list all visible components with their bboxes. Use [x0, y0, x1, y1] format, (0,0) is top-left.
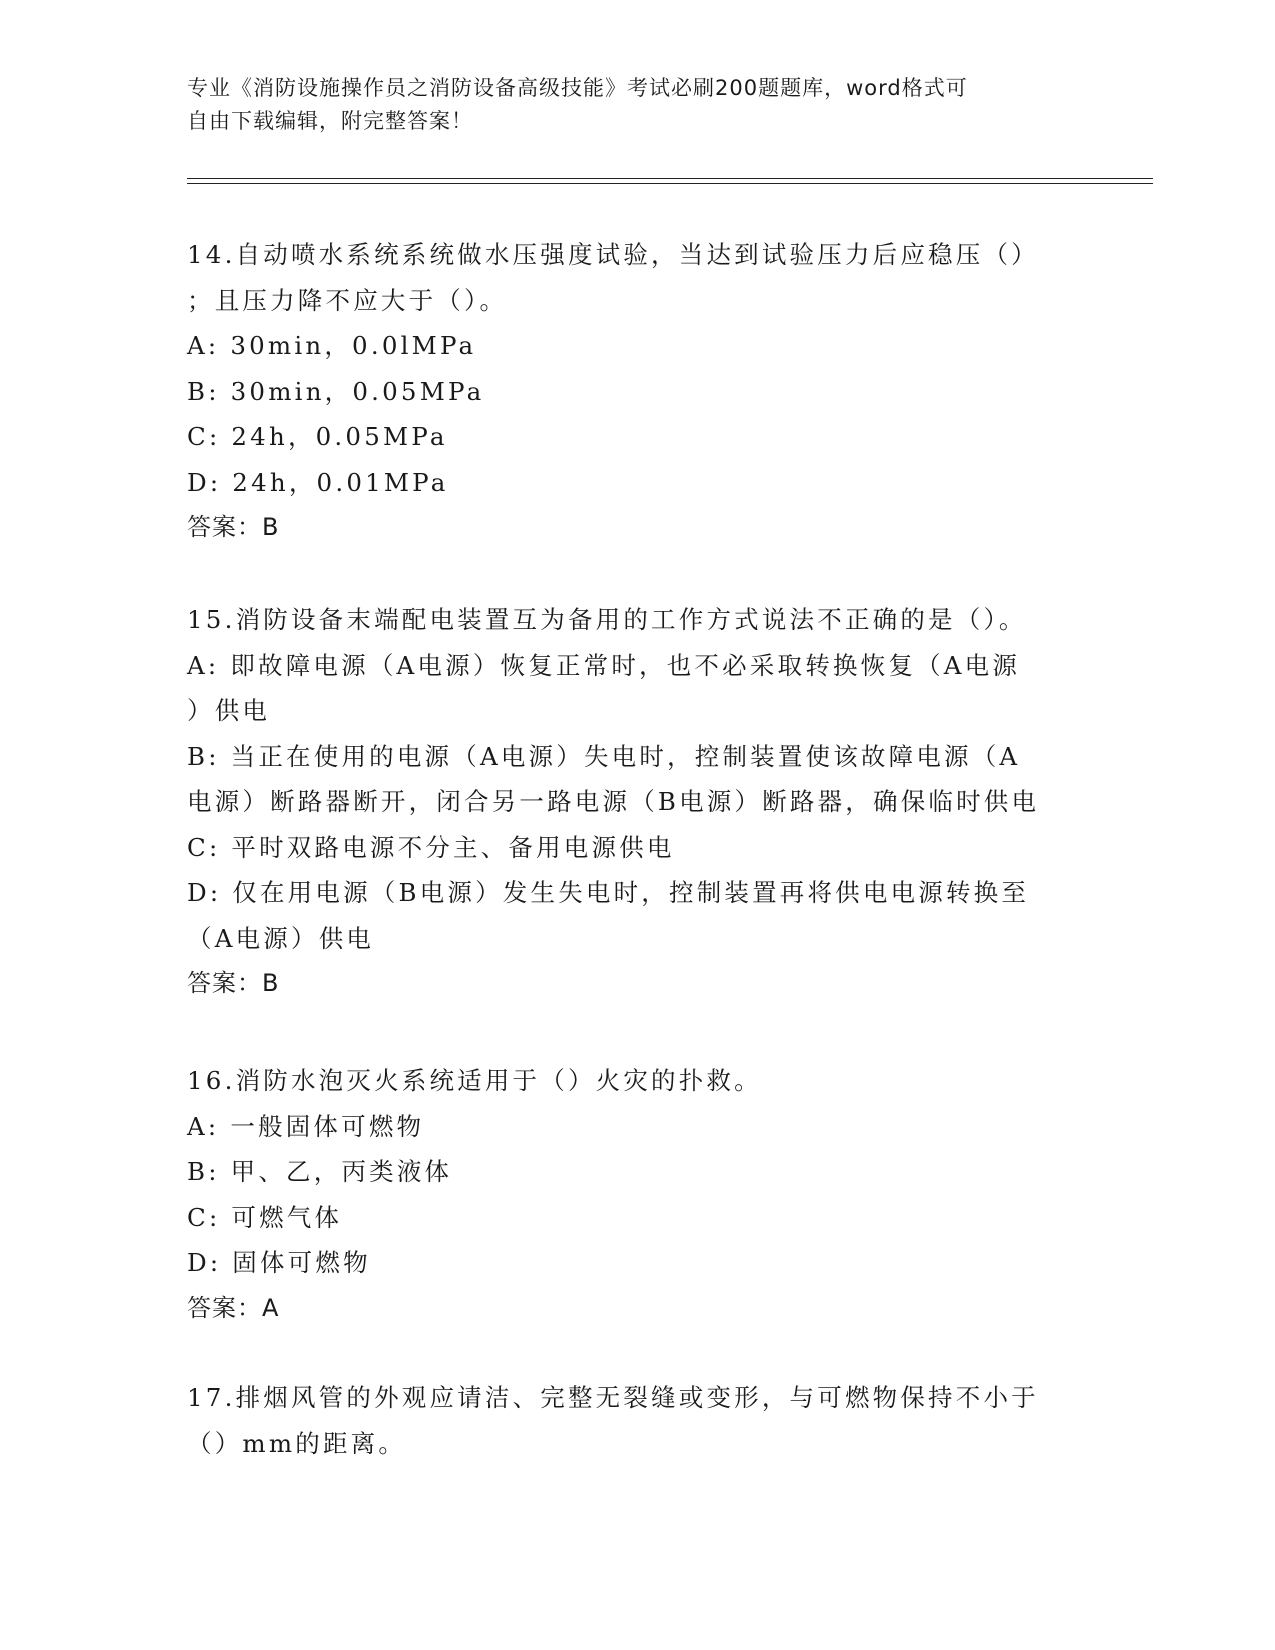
option-d: D: 24h，0.01MPa	[187, 467, 449, 497]
question-stem: 17.排烟风管的外观应请洁、完整无裂缝或变形，与可燃物保持不小于	[187, 1383, 1039, 1412]
question-stem: 14.自动喷水系统系统做水压强度试验，当达到试验压力后应稳压（）	[187, 240, 1039, 269]
question-stem: 16.消防水泡灭火系统适用于（）火灾的扑救。	[187, 1066, 762, 1095]
document-header	[187, 72, 1087, 138]
option-d: D: 仅在用电源（B电源）发生失电时，控制装置再将供电电源转换至	[187, 878, 1030, 907]
header-line-1: 专业《消防设施操作员之消防设备高级技能》考试必刷200题题库，word格式可	[187, 76, 968, 100]
option-d: D: 固体可燃物	[187, 1248, 371, 1277]
option-b: B: 30min，0.05MPa	[187, 376, 485, 406]
header-divider-top	[187, 178, 1153, 179]
question-stem: ；且压力降不应大于（）。	[187, 285, 508, 315]
header-line-2: 自由下载编辑，附完整答案！	[187, 109, 473, 133]
option-d-continued: （A电源）供电	[187, 923, 375, 953]
option-a: A: 30min，0.0lMPa	[187, 331, 477, 360]
question-15	[187, 597, 1087, 1007]
option-a: A: 即故障电源（A电源）恢复正常时，也不必采取转换恢复（A电源	[187, 650, 1021, 680]
answer-label: 答案：A	[187, 1293, 280, 1322]
option-c: C: 平时双路电源不分主、备用电源供电	[187, 832, 675, 862]
option-b-continued: 电源）断路器断开，闭合另一路电源（B电源）断路器，确保临时供电	[187, 787, 1040, 816]
question-17	[187, 1375, 1087, 1466]
header-divider-bottom	[187, 183, 1153, 184]
option-b: B: 甲、乙，丙类液体	[187, 1157, 453, 1186]
option-a: A: 一般固体可燃物	[187, 1111, 425, 1141]
option-a-continued: ）供电	[187, 696, 271, 725]
question-stem: （）mm的距离。	[187, 1428, 407, 1458]
option-c: C: 24h，0.05MPa	[187, 422, 448, 451]
question-stem: 15.消防设备末端配电装置互为备用的工作方式说法不正确的是（）。	[187, 605, 1027, 634]
option-b: B: 当正在使用的电源（A电源）失电时，控制装置使该故障电源（A	[187, 741, 1021, 771]
answer-label: 答案：B	[187, 969, 280, 997]
answer-label: 答案：B	[187, 513, 280, 541]
question-14	[187, 232, 1087, 551]
option-c: C: 可燃气体	[187, 1202, 343, 1232]
question-16	[187, 1058, 1087, 1331]
